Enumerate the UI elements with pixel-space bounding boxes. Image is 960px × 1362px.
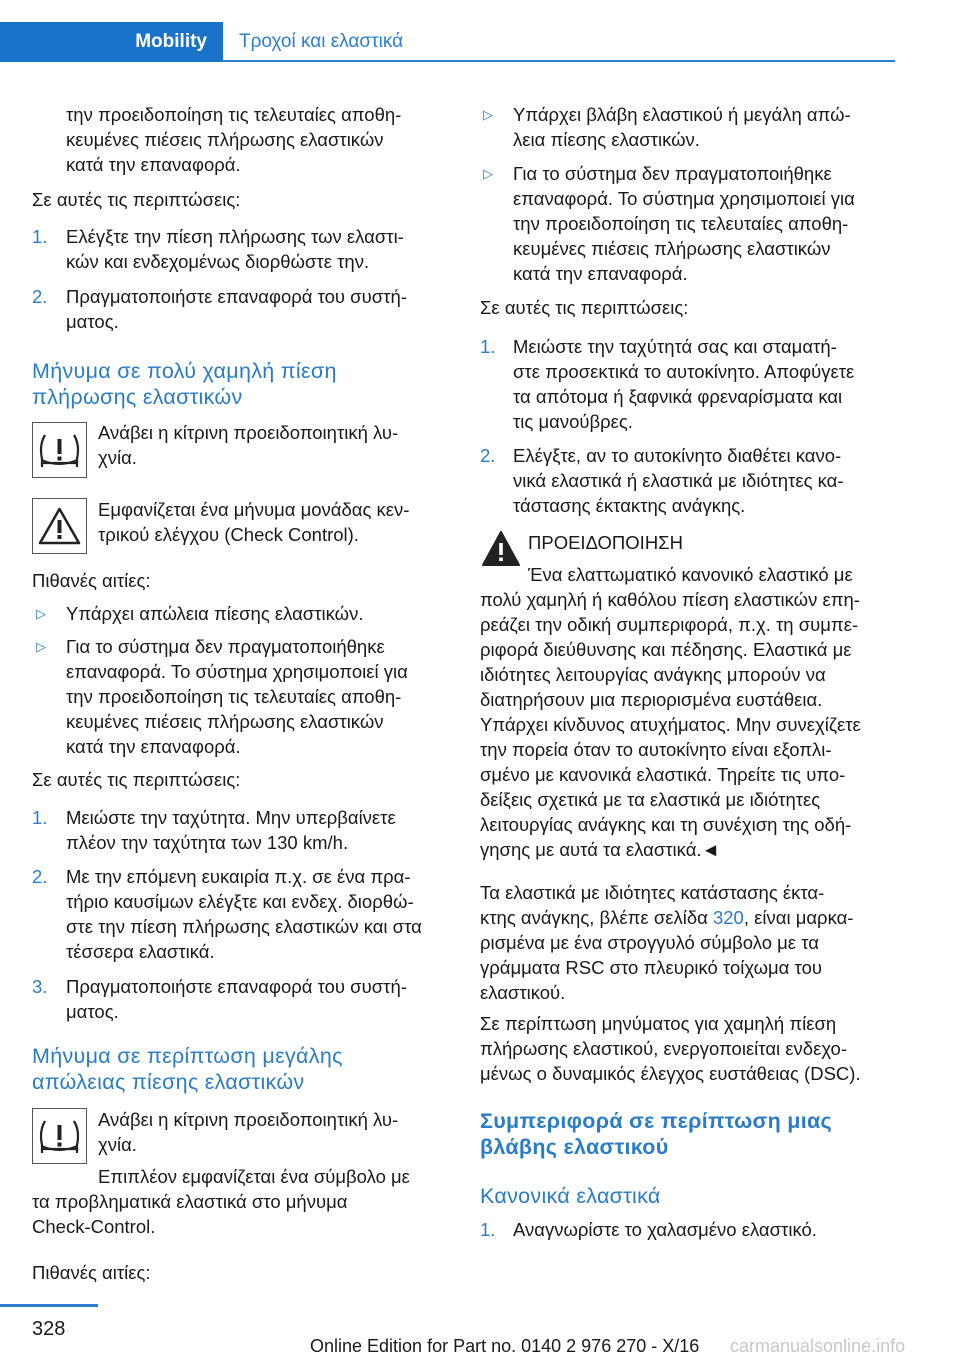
list-item: την προειδοποίηση τις τελευταίες αποθη- [66, 686, 402, 707]
warning-text: ριφορά διεύθυνσης και πέδησης. Ελαστικά με [480, 639, 852, 660]
paragraph: τρικού ελέγχου (Check Control). [98, 524, 359, 545]
tire-pressure-warning-icon [32, 1108, 87, 1164]
list-item: Για το σύστημα δεν πραγματοποιήθηκε [66, 636, 385, 657]
section-heading: βλάβης ελαστικού [480, 1135, 669, 1159]
paragraph: χνία. [98, 1134, 137, 1155]
paragraph: Check-Control. [32, 1216, 156, 1237]
bullet-triangle-icon: ▷ [483, 107, 493, 122]
warning-text: την πορεία όταν το αυτοκίνητο είναι εξοπλι- [480, 739, 832, 760]
paragraph: Σε αυτές τις περιπτώσεις: [32, 769, 241, 790]
paragraph: ελαστικού. [480, 982, 566, 1003]
list-item: ματος. [66, 1001, 119, 1022]
chapter-tab [0, 22, 223, 62]
list-item: την προειδοποίηση τις τελευταίες αποθη- [513, 213, 849, 234]
bullet-triangle-icon: ▷ [36, 606, 46, 621]
list-item: Υπάρχει βλάβη ελαστικού ή μεγάλη απώ- [513, 104, 851, 125]
warning-text: διατηρήσουν μια περιορισμένα ευστάθεια. [480, 689, 823, 710]
warning-text: πολύ χαμηλή ή καθόλου πίεση ελαστικών επη- [480, 589, 860, 610]
list-item: επαναφορά. Το σύστημα χρησιμοποιεί για [66, 661, 408, 682]
list-item: Μειώστε την ταχύτητα. Μην υπερβαίνετε [66, 807, 396, 828]
warning-text: ρεάζει την οδική συμπεριφορά, π.χ. τη συμπε- [480, 614, 859, 635]
list-item: λεια πίεσης ελαστικών. [513, 129, 700, 150]
list-item: Πραγματοποιήστε επαναφορά του συστή- [66, 976, 407, 997]
chapter-label: Mobility [135, 31, 207, 52]
warning-text: σμένο με κανονικά ελαστικά. Τηρείτε τις υπο- [480, 764, 846, 785]
warning-triangle-icon [480, 528, 522, 572]
section-heading: πλήρωσης ελαστικών [32, 385, 243, 409]
section-heading: Συμπεριφορά σε περίπτωση μιας [480, 1109, 832, 1133]
bullet-triangle-icon: ▷ [36, 639, 46, 654]
list-item: Ελέγξτε την πίεση πλήρωσης των ελαστι- [66, 226, 404, 247]
list-item: επαναφορά. Το σύστημα χρησιμοποιεί για [513, 188, 855, 209]
list-item: στε την πίεση πλήρωσης ελαστικών και στα [66, 916, 422, 937]
list-number: 1. [32, 226, 48, 247]
page-number: 328 [32, 1318, 66, 1340]
watermark: carmanualsonline.info [730, 1336, 906, 1356]
paragraph-text: κτης ανάγκης, βλέπε σελίδα [480, 907, 713, 928]
paragraph: Εμφανίζεται ένα μήνυμα μονάδας κεν- [98, 499, 410, 520]
bullet-triangle-icon: ▷ [483, 166, 493, 181]
list-item: Για το σύστημα δεν πραγματοποιήθηκε [513, 163, 832, 184]
list-number: 2. [480, 445, 496, 466]
list-number: 3. [32, 976, 48, 997]
paragraph: Σε αυτές τις περιπτώσεις: [32, 189, 241, 210]
warning-text: Ένα ελαττωματικό κανονικό ελαστικό με [528, 564, 853, 585]
list-item: ματος. [66, 311, 119, 332]
list-item: νικά ελαστικά ή ελαστικά με ιδιότητες κα- [513, 470, 844, 491]
list-item: Με την επόμενη ευκαιρία π.χ. σε ένα πρα- [66, 866, 411, 887]
paragraph: Σε περίπτωση μηνύματος για χαμηλή πίεση [480, 1013, 837, 1034]
paragraph: κευμένες πιέσεις πλήρωσης ελαστικών [66, 129, 384, 150]
section-heading: απώλειας πίεσης ελαστικών [32, 1070, 305, 1094]
paragraph: κατά την επαναφορά. [66, 154, 241, 175]
paragraph: Ανάβει η κίτρινη προειδοποιητική λυ- [98, 422, 399, 443]
subsection-heading: Κανονικά ελαστικά [480, 1184, 661, 1208]
section-label: Τροχοί και ελαστικά [239, 31, 404, 52]
section-tab [223, 22, 403, 62]
list-item: Μειώστε την ταχύτητά σας και σταματή- [513, 336, 837, 357]
paragraph: την προειδοποίηση τις τελευταίες αποθη- [66, 104, 402, 125]
paragraph: Τα ελαστικά με ιδιότητες κατάστασης έκτα- [480, 882, 825, 903]
list-item: τα απότομα ή ξαφνικά φρεναρίσματα και [513, 386, 843, 407]
warning-text: ιδιότητες λειτουργίας ανάγκης μπορούν να [480, 664, 826, 685]
paragraph: Πιθανές αιτίες: [32, 1262, 151, 1283]
list-item: κατά την επαναφορά. [513, 263, 688, 284]
warning-text: λειτουργίας ανάγκης και τη συνέχιση της οδή- [480, 814, 852, 835]
section-heading: Μήνυμα σε περίπτωση μεγάλης [32, 1044, 343, 1068]
list-number: 1. [32, 807, 48, 828]
list-item: Ελέγξτε, αν το αυτοκίνητο διαθέτει κανο- [513, 445, 842, 466]
list-item: κατά την επαναφορά. [66, 736, 241, 757]
list-item: στε προσεκτικά το αυτοκίνητο. Αποφύγετε [513, 361, 855, 382]
paragraph: πλήρωσης ελαστικού, ενεργοποιείται ενδεχο- [480, 1038, 847, 1059]
paragraph: Πιθανές αιτίες: [32, 570, 151, 591]
list-number: 1. [480, 336, 496, 357]
list-item: κευμένες πιέσεις πλήρωσης ελαστικών [66, 711, 384, 732]
paragraph: γράμματα RSC στο πλευρικό τοίχωμα του [480, 957, 822, 978]
paragraph: μένως ο δυναμικός έλεγχος ευστάθειας (DSC). [480, 1063, 861, 1084]
list-item: τήριο καυσίμων ελέγξτε και ενδεχ. διορθώ- [66, 891, 414, 912]
footer-divider [0, 1304, 98, 1307]
paragraph-text: , είναι μαρκα- [743, 907, 854, 928]
list-item: κών και ενδεχομένως διορθώστε την. [66, 251, 370, 272]
paragraph: Σε αυτές τις περιπτώσεις: [480, 297, 689, 318]
warning-title: ΠΡΟΕΙΔΟΠΟΙΗΣΗ [528, 532, 683, 553]
tire-pressure-warning-icon [32, 422, 87, 478]
warning-text: γησης με αυτά τα ελαστικά.◄ [480, 839, 720, 860]
paragraph: τα προβληματικά ελαστικά στο μήνυμα [32, 1191, 348, 1212]
list-item: κευμένες πιέσεις πλήρωσης ελαστικών [513, 238, 831, 259]
list-item: πλέον την ταχύτητα των 130 km/h. [66, 832, 349, 853]
list-item: τις μανούβρες. [513, 411, 633, 432]
warning-text: Υπάρχει κίνδυνος ατυχήματος. Μην συνεχίζετε [480, 714, 861, 735]
list-item: Υπάρχει απώλεια πίεσης ελαστικών. [66, 603, 364, 624]
page-header [0, 0, 960, 62]
page-link[interactable]: 320 [712, 907, 744, 928]
section-heading: Μήνυμα σε πολύ χαμηλή πίεση [32, 359, 337, 383]
list-number: 2. [32, 866, 48, 887]
paragraph: Επιπλέον εμφανίζεται ένα σύμβολο με [98, 1166, 410, 1187]
list-item: Πραγματοποιήστε επαναφορά του συστή- [66, 286, 407, 307]
paragraph: ρισμένα με ένα στρογγυλό σύμβολο με τα [480, 932, 819, 953]
header-divider [223, 60, 895, 62]
warning-text: δείξεις σχετικά με τα ελαστικά με ιδιότητες [480, 789, 821, 810]
list-item: τέσσερα ελαστικά. [66, 941, 215, 962]
paragraph [480, 905, 853, 930]
list-item: τάστασης έκτακτης ανάγκης. [513, 495, 746, 516]
paragraph: Ανάβει η κίτρινη προειδοποιητική λυ- [98, 1109, 399, 1130]
list-item: Αναγνωρίστε το χαλασμένο ελαστικό. [513, 1219, 817, 1240]
list-number: 2. [32, 286, 48, 307]
list-number: 1. [480, 1219, 496, 1240]
paragraph: χνία. [98, 447, 137, 468]
warning-triangle-icon [32, 498, 87, 554]
edition-text: Online Edition for Part no. 0140 2 976 270 - X/16 [310, 1336, 700, 1356]
